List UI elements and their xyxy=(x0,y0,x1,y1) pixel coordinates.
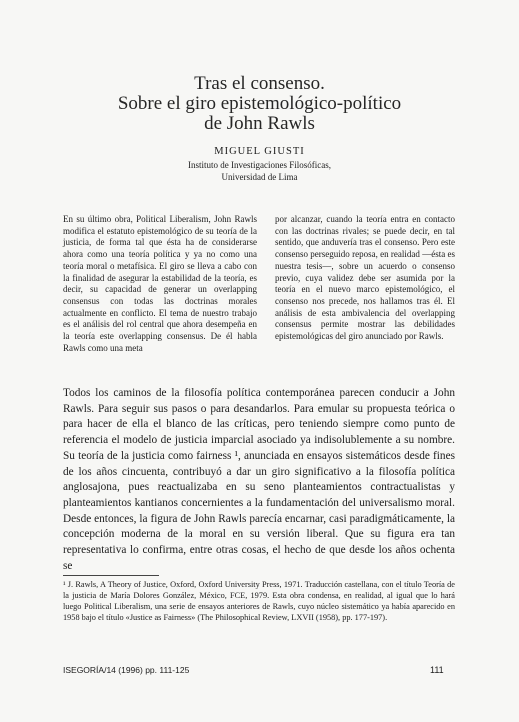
body-paragraph: Todos los caminos de la filosofía política contemporánea parecen conducir a John Rawls. Para seguir sus pasos o para desandarlos. Para emular su propuesta teórica o para hacer de ella el blanco de las críticas, pero teniendo siempre como punto de referencia el modelo de justicia imparcial asociado ya indisolublemente a su nombre. Su teoría de la justicia como fairness ¹, anunciada en ensayos sistemáticos desde fines de los años cincuenta, contribuyó a dar un giro significativo a la filosofía política anglosajona, pues reactualizaba en su seno planteamientos contractualistas y planteamientos kantianos concernientes a la fundamentación del universalismo moral. Desde entonces, la figura de John Rawls parecía encarnar, casi paradigmáticamente, la concepción moderna de la moral en su versión liberal. Que su figura era tan representativa lo confirma, entre otras cosas, el hecho de que desde los años ochenta se xyxy=(63,387,455,572)
abstract-left-column: En su último obra, Political Liberalism, John Rawls modifica el estatuto epistemológico de su teoría de la justicia, de forma tal que ésta ha de considerarse ahora como una teoría política y ya no como una teoría moral o metafísica. El giro se lleva a cabo con la finalidad de asegurar la estabilidad de la teoría, es decir, su capacidad de generar un overlapping consensus con todas las doctrinas morales actualmente en conflicto. El tema de nuestro trabajo es el análisis del rol central que ahora desempeña en la teoría este overlapping consensus. De él habla Rawls como una meta xyxy=(63,214,257,353)
abstract-right-column: por alcanzar, cuando la teoría entra en contacto con las doctrinas rivales; se puede decir, en tal sentido, que anduvería tras el consenso. Pero este consenso perseguido reposa, en realidad —ésta es nuestra tesis—, sobre un acuerdo o consenso previo, cuya validez debe ser asumida por la teoría en el nuevo marco epistemológico, el consenso nos precede, nos hallamos tras él. El análisis de esta ambivalencia del overlapping consensus permite mostrar las debilidades epistemológicas del giro anunciado por Rawls. xyxy=(275,214,455,342)
body-text xyxy=(63,386,455,574)
article-title-line-1: Tras el consenso. xyxy=(194,73,325,94)
footnote: ¹ J. Rawls, A Theory of Justice, Oxford, Oxford University Press, 1971. Traducción castellana, con el título Teoría de la justicia de María Dolores González, México, FCE, 1979. Esta obra condensa, en realidad, al igual que lo hará luego Political Liberalism, una serie de ensayos anteriores de Rawls, cuyo núcleo sistemático ya había aparecido en 1958 bajo el título «Justice as Fairness» (The Philosophical Review, LXVII (1958), pp. 177-197). xyxy=(63,580,455,622)
page-number: 111 xyxy=(430,665,444,675)
author-name: MIGUEL GIUSTI xyxy=(214,146,305,157)
affiliation-line-1: Instituto de Investigaciones Filosóficas, xyxy=(188,160,331,170)
footnote-divider xyxy=(63,575,159,576)
affiliation-line-2: Universidad de Lima xyxy=(221,172,298,182)
article-title-line-3: de John Rawls xyxy=(204,113,315,134)
article-title-line-2: Sobre el giro epistemológico-político xyxy=(117,93,402,114)
journal-citation: ISEGORÍA/14 (1996) pp. 111-125 xyxy=(63,665,190,675)
